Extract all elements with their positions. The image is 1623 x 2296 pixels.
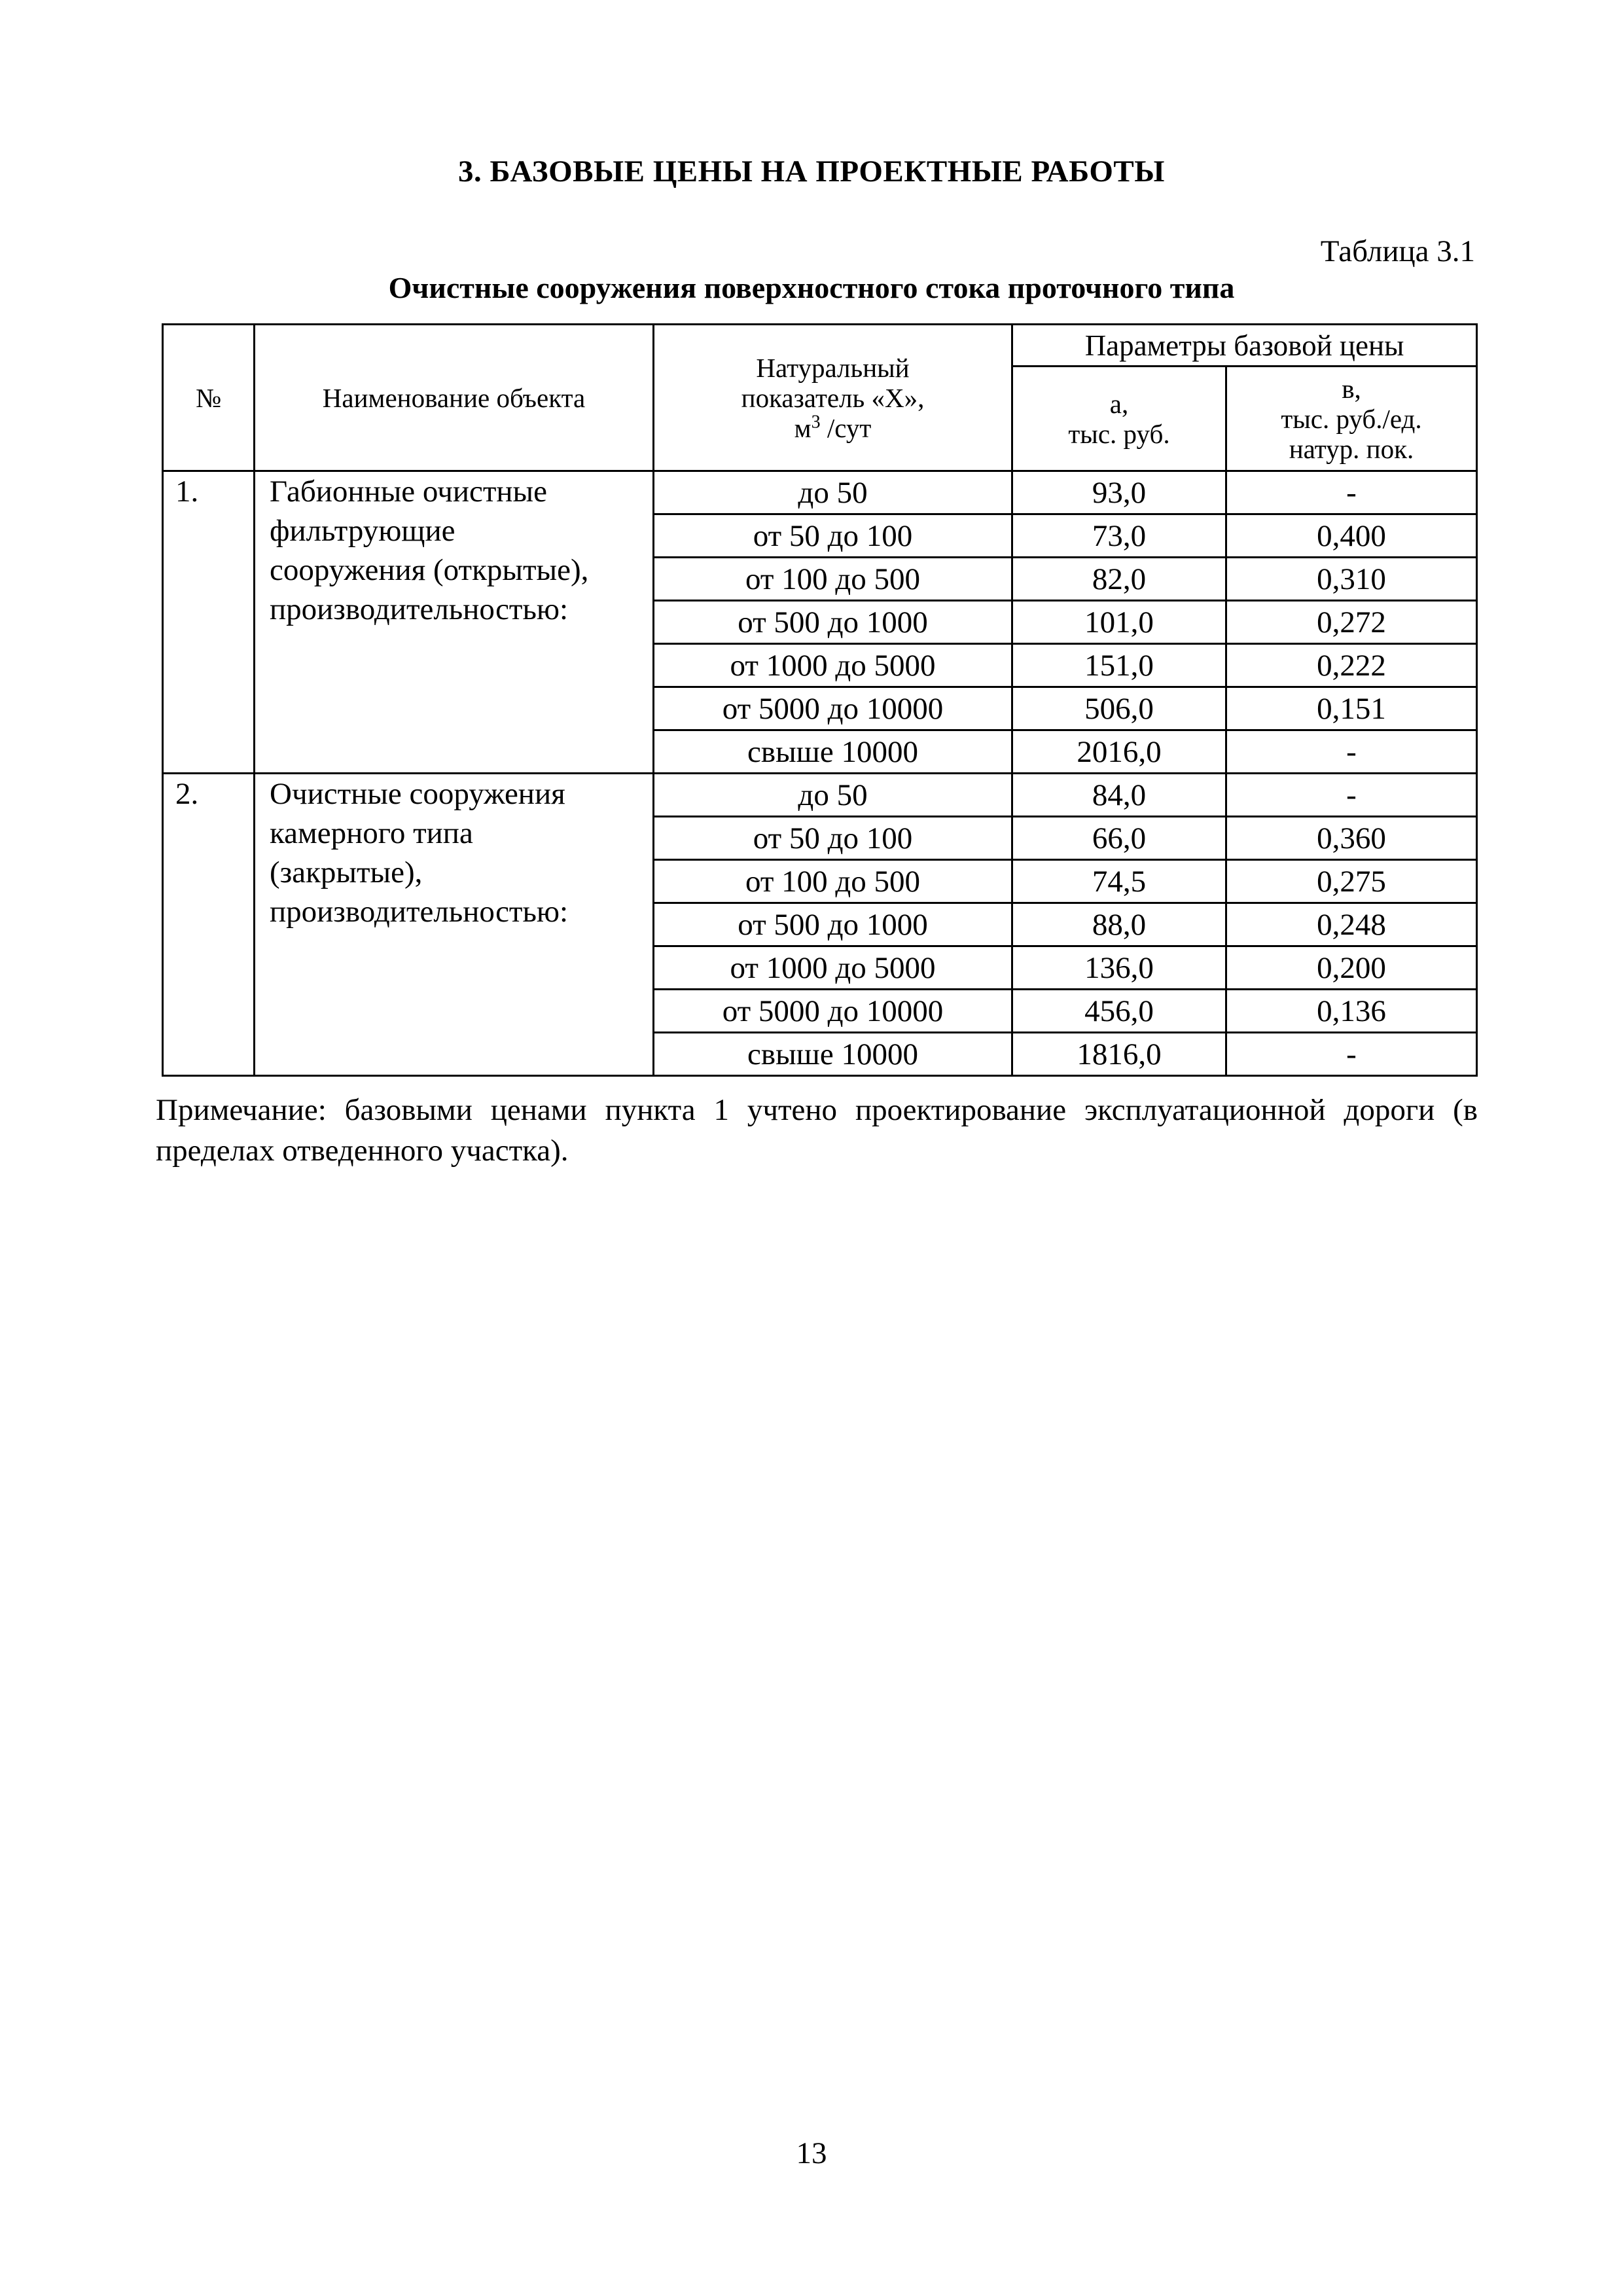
a-cell: 136,0: [1012, 946, 1226, 990]
b-cell: 0,360: [1226, 817, 1477, 860]
a-cell: 1816,0: [1012, 1033, 1226, 1076]
range-cell: от 50 до 100: [654, 514, 1012, 558]
header-indicator-unit-rest: /сут: [820, 412, 872, 443]
range-cell: от 50 до 100: [654, 817, 1012, 860]
table-row: [163, 774, 1477, 817]
section-title: 3. БАЗОВЫЕ ЦЕНЫ НА ПРОЕКТНЫЕ РАБОТЫ: [458, 154, 1165, 188]
b-cell: 0,248: [1226, 903, 1477, 946]
header-b-line3: натур. пок.: [1289, 433, 1414, 464]
a-cell: 66,0: [1012, 817, 1226, 860]
a-cell: 73,0: [1012, 514, 1226, 558]
b-cell: 0,275: [1226, 860, 1477, 903]
range-cell: от 500 до 1000: [654, 601, 1012, 644]
table-caption: Очистные сооружения поверхностного стока проточного типа: [388, 271, 1235, 304]
range-cell: от 5000 до 10000: [654, 990, 1012, 1033]
b-cell: 0,151: [1226, 687, 1477, 730]
a-cell: 84,0: [1012, 774, 1226, 817]
table-number: Таблица 3.1: [1320, 234, 1475, 268]
range-cell: от 5000 до 10000: [654, 687, 1012, 730]
a-cell: 82,0: [1012, 558, 1226, 601]
table-row: [163, 471, 1477, 514]
header-name: Наименование объекта: [255, 325, 654, 471]
header-a-line1: а,: [1109, 388, 1129, 419]
group-num: 1.: [163, 471, 255, 774]
header-params: Параметры базовой цены: [1012, 325, 1477, 367]
range-cell: свыше 10000: [654, 1033, 1012, 1076]
header-b-line1: в,: [1342, 373, 1361, 404]
a-cell: 101,0: [1012, 601, 1226, 644]
header-a: [1012, 367, 1226, 471]
header-indicator-line2: показатель «Х»,: [741, 382, 925, 413]
b-cell: -: [1226, 471, 1477, 514]
range-cell: от 1000 до 5000: [654, 946, 1012, 990]
header-b-line2: тыс. руб./ед.: [1281, 403, 1422, 434]
table-note: Примечание: базовыми ценами пункта 1 учтено проектирование эксплуатационной дороги (в пределах отведенного участка).: [156, 1093, 1478, 1168]
a-cell: 456,0: [1012, 990, 1226, 1033]
header-a-line2: тыс. руб.: [1068, 418, 1170, 449]
group-name: Очистные сооружения камерного типа (закрытые), производительностью:: [255, 774, 654, 1076]
header-indicator-line1: Натуральный: [756, 352, 910, 383]
range-cell: от 100 до 500: [654, 558, 1012, 601]
header-indicator-unit-exp: 3: [811, 411, 821, 432]
range-cell: от 100 до 500: [654, 860, 1012, 903]
range-cell: до 50: [654, 774, 1012, 817]
header-indicator-unit: [654, 413, 1011, 443]
range-cell: от 500 до 1000: [654, 903, 1012, 946]
b-cell: 0,400: [1226, 514, 1477, 558]
group-num: 2.: [163, 774, 255, 1076]
range-cell: свыше 10000: [654, 730, 1012, 774]
b-cell: -: [1226, 730, 1477, 774]
a-cell: 74,5: [1012, 860, 1226, 903]
range-cell: до 50: [654, 471, 1012, 514]
a-cell: 93,0: [1012, 471, 1226, 514]
header-indicator-unit-base: м: [794, 412, 812, 443]
header-indicator: [654, 325, 1012, 471]
header-b: [1226, 367, 1477, 471]
a-cell: 506,0: [1012, 687, 1226, 730]
price-table: [162, 323, 1478, 1077]
range-cell: от 1000 до 5000: [654, 644, 1012, 687]
header-num: №: [163, 325, 255, 471]
group-name: Габионные очистные фильтрующие сооружения (открытые), производительностью:: [255, 471, 654, 774]
b-cell: 0,200: [1226, 946, 1477, 990]
a-cell: 2016,0: [1012, 730, 1226, 774]
page-number: 13: [796, 2136, 827, 2170]
b-cell: -: [1226, 1033, 1477, 1076]
b-cell: 0,272: [1226, 601, 1477, 644]
b-cell: -: [1226, 774, 1477, 817]
b-cell: 0,310: [1226, 558, 1477, 601]
a-cell: 151,0: [1012, 644, 1226, 687]
a-cell: 88,0: [1012, 903, 1226, 946]
b-cell: 0,222: [1226, 644, 1477, 687]
b-cell: 0,136: [1226, 990, 1477, 1033]
